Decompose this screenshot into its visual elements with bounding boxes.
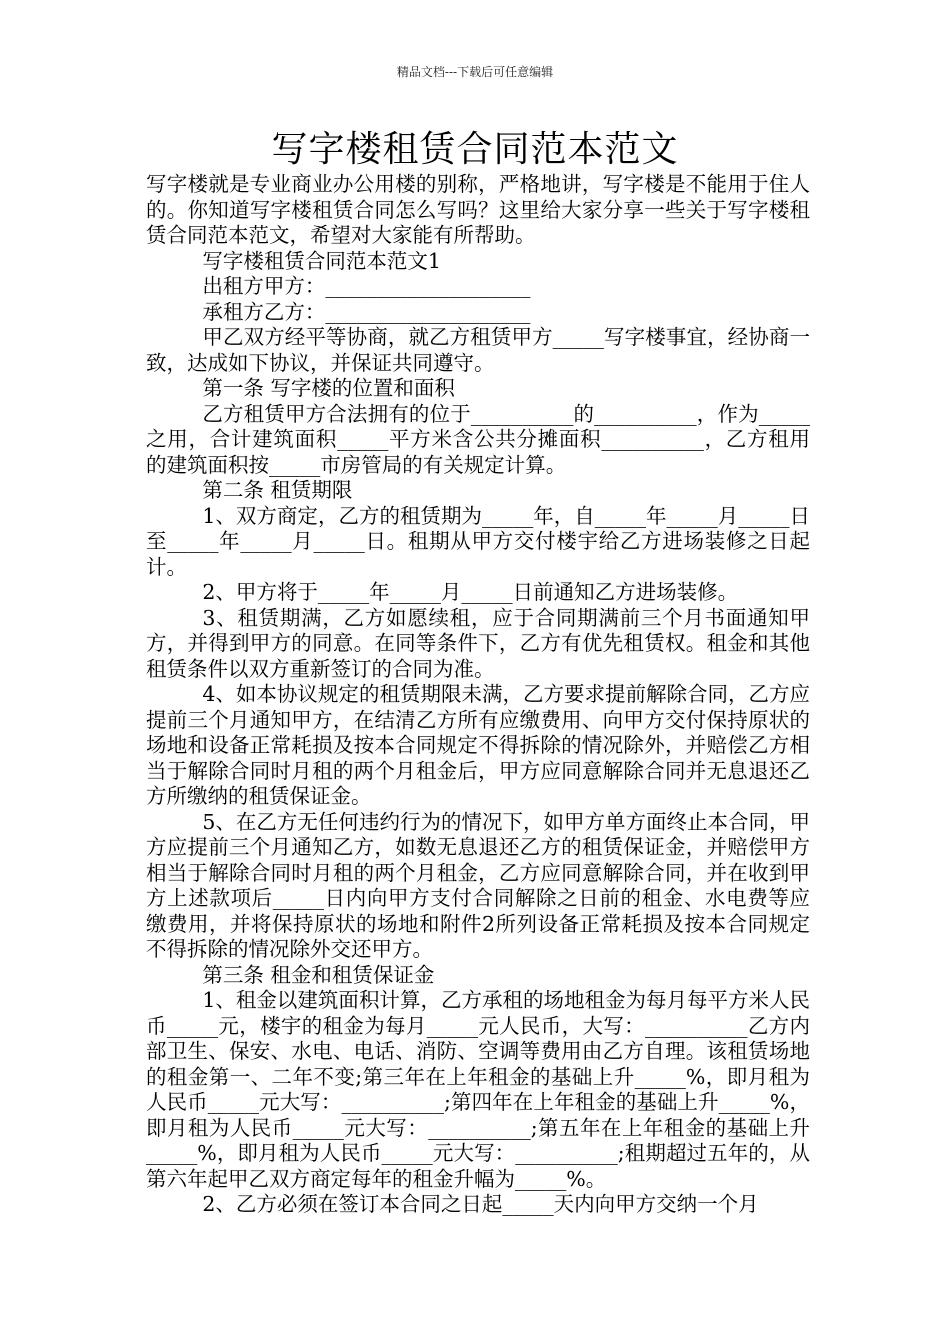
document-body <box>146 172 810 1218</box>
article-1-paragraph: 乙方租赁甲方合法拥有的位于__________的__________，作为_____之用，合计建筑面积_____平方米含公共分摊面积__________，乙方租用的建筑面积按_____市房管局的有关规定计算。 <box>146 401 810 477</box>
preamble-paragraph: 甲乙双方经平等协商，就乙方租赁甲方_____写字楼事宜，经协商一致，达成如下协议，并保证共同遵守。 <box>146 325 810 375</box>
lessor-line: 出租方甲方：____________________ <box>202 274 531 298</box>
article-2-clause-2: 2、甲方将于_____年_____月_____日前通知乙方进场装修。 <box>202 580 739 604</box>
article-1-heading: 第一条 写字楼的位置和面积 <box>202 376 455 400</box>
article-3-clause-2: 2、乙方必须在签订本合同之日起_____天内向甲方交纳一个月 <box>202 1192 759 1216</box>
article-2-heading: 第二条 租赁期限 <box>202 478 353 502</box>
article-2-clause-4: 4、如本协议规定的租赁期限未满，乙方要求提前解除合同，乙方应提前三个月通知甲方，在结清乙方所有应缴费用、向甲方交付保持原状的场地和设备正常耗损及按本合同规定不得拆除的情况除外，并赔偿乙方相当于解除合同时月租的两个月租金后，甲方应同意解除合同并无息退还乙方所缴纳的租赁保证金。 <box>146 682 810 808</box>
article-3-clause-1: 1、租金以建筑面积计算，乙方承租的场地租金为每月每平方米人民币_____元，楼宇的租金为每月_____元人民币，大写：__________乙方内部卫生、保安、水电、电话、消防、空调等费用由乙方自理。该租赁场地的租金第一、二年不变;第三年在上年租金的基础上升_____%，即月租为人民币_____元大写：__________;第四年在上年租金的基础上升_____%，即月租为人民币_____元大写：__________;第五年在上年租金的基础上升_____%，即月租为人民币_____元大写：__________;租期超过五年的，从第六年起甲乙双方商定每年的租金升幅为_____%。 <box>146 988 810 1191</box>
article-2-clause-5: 5、在乙方无任何违约行为的情况下，如甲方单方面终止本合同，甲方应提前三个月通知乙方，如数无息退还乙方的租赁保证金，并赔偿甲方相当于解除合同时月租的两个月租金，乙方应同意解除合同，并在收到甲方上述款项后_____日内向甲方支付合同解除之日前的租金、水电费等应缴费用，并将保持原状的场地和附件2所列设备正常耗损及按本合同规定不得拆除的情况除外交还甲方。 <box>146 809 810 961</box>
page-header: 精品文档---下载后可任意编辑 <box>396 65 554 79</box>
document-title: 写字楼租赁合同范本范文 <box>271 129 679 170</box>
article-2-clause-3: 3、租赁期满，乙方如愿续租，应于合同期满前三个月书面通知甲方，并得到甲方的同意。在同等条件下，乙方有优先租赁权。租金和其他租赁条件以双方重新签订的合同为准。 <box>146 605 810 681</box>
lessee-line: 承租方乙方：____________________ <box>202 299 531 324</box>
intro-paragraph: 写字楼就是专业商业办公用楼的别称，严格地讲，写字楼是不能用于住人的。你知道写字楼租赁合同怎么写吗？这里给大家分享一些关于写字楼租赁合同范本范文，希望对大家能有所帮助。 <box>146 172 810 247</box>
article-2-clause-1: 1、双方商定，乙方的租赁期为_____年，自_____年_____月_____日至_____年_____月_____日。租期从甲方交付楼宇给乙方进场装修之日起计。 <box>146 503 810 579</box>
article-3-heading: 第三条 租金和租赁保证金 <box>202 962 435 987</box>
section-heading: 写字楼租赁合同范本范文1 <box>202 248 441 273</box>
